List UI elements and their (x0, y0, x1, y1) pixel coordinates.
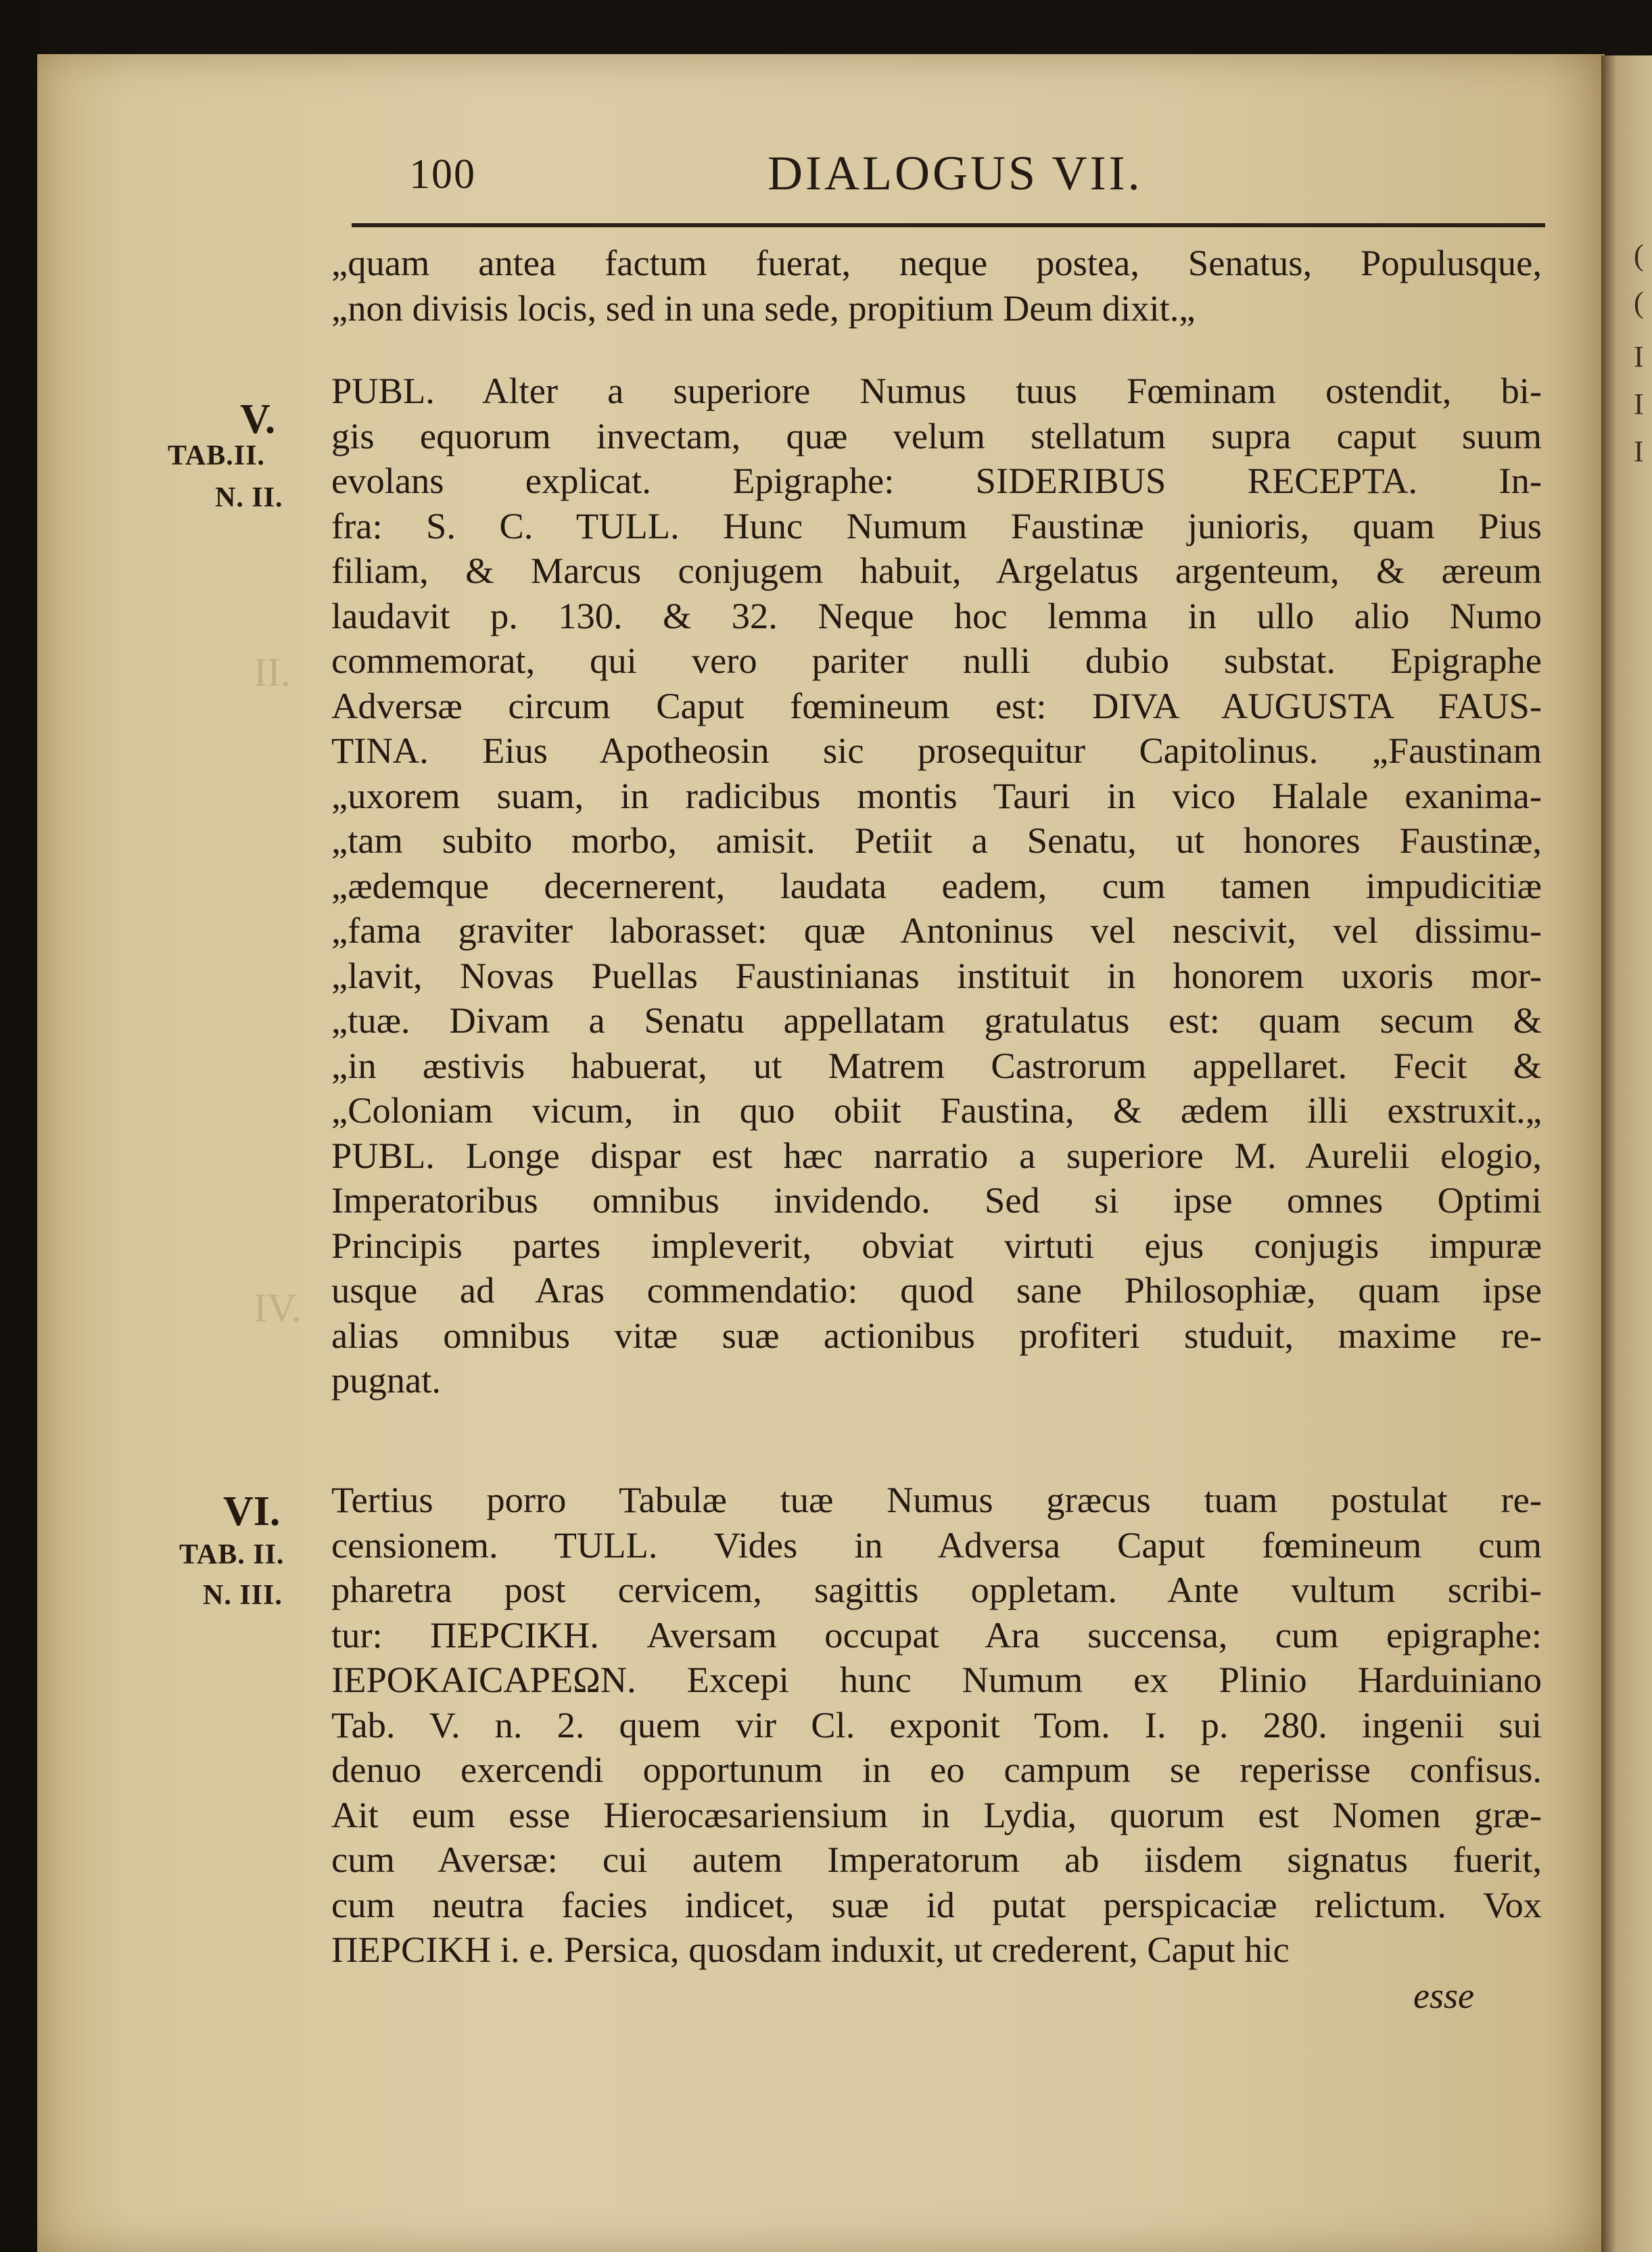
facing-page-fragment: I (1634, 435, 1644, 468)
margin-tab-reference: TAB.II. (168, 440, 265, 471)
running-title: DIALOGUS VII. (768, 146, 1143, 200)
text-line: „quam antea factum fuerat, neque postea, Senatus, Populusque, (331, 242, 1542, 283)
facing-page-fragment: I (1634, 388, 1644, 421)
section-v-body (331, 369, 1542, 1403)
text-line: „uxorem suam, in radicibus montis Tauri in vico Halale exanima- (331, 774, 1542, 816)
text-line: denuo exercendi opportunum in eo campum se reperisse confisus. (331, 1749, 1542, 1790)
text-line: Ait eum esse Hierocæsariensium in Lydia, quorum est Nomen græ- (331, 1793, 1542, 1835)
text-line: Adversæ circum Caput fœmineum est: DIVA AUGUSTA FAUS- (331, 684, 1542, 726)
margin-tab-reference: TAB. II. (179, 1539, 285, 1570)
text-line: cum neutra facies indicet, suæ id putat perspicaciæ relictum. Vox (331, 1883, 1542, 1925)
margin-number-reference: N. II. (215, 482, 283, 513)
text-line: censionem. TULL. Vides in Adversa Caput fœmineum cum (331, 1524, 1542, 1566)
text-line: „tuæ. Divam a Senatu appellatam gratulatus est: quam secum & (331, 1000, 1542, 1041)
page-number: 100 (409, 151, 476, 197)
text-line: „tam subito morbo, amisit. Petiit a Senatu, ut honores Faustinæ, (331, 820, 1542, 861)
text-line: Principis partes impleverit, obviat virtuti ejus conjugis impuræ (331, 1224, 1542, 1266)
text-line: gis equorum invectam, quæ velum stellatum supra caput suum (331, 415, 1542, 456)
facing-page-fragment: ( (1634, 286, 1644, 319)
text-line: TINA. Eius Apotheosin sic prosequitur Capitolinus. „Faustinam (331, 730, 1542, 771)
margin-number-reference: N. III. (203, 1580, 283, 1611)
text-line: filiam, & Marcus conjugem habuit, Argelatus argenteum, & æreum (331, 550, 1542, 591)
show-through-mark: IV. (254, 1286, 302, 1330)
text-line: „lavit, Novas Puellas Faustinianas instituit in honorem uxoris mor- (331, 954, 1542, 996)
text-line: PUBL. Alter a superiore Numus tuus Fœminam ostendit, bi- (331, 370, 1542, 411)
text-line: usque ad Aras commendatio: quod sane Philosophiæ, quam ipse (331, 1269, 1542, 1311)
text-line: alias omnibus vitæ suæ actionibus profiteri studuit, maxime re- (331, 1314, 1542, 1356)
text-line: „fama graviter laborasset: quæ Antoninus vel nescivit, vel dissimu- (331, 910, 1542, 951)
facing-page-fragment: ( (1634, 239, 1644, 272)
text-line: Tertius porro Tabulæ tuæ Numus græcus tuam postulat re- (331, 1479, 1542, 1520)
text-line: pugnat. (331, 1359, 441, 1401)
text-line: tur: ΠΕΡCΙΚΗ. Aversam occupat Ara succensa, cum epigraphe: (331, 1614, 1542, 1656)
quote-continuation (331, 241, 1542, 331)
text-line: pharetra post cervicem, sagittis oppletam. Ante vultum scribi- (331, 1569, 1542, 1610)
show-through-mark: II. (254, 650, 291, 695)
page-header (0, 139, 1652, 200)
text-line: cum Aversæ: cui autem Imperatorum ab iisdem signatus fuerit, (331, 1839, 1542, 1880)
margin-section-numeral: VI. (223, 1488, 281, 1534)
margin-section-numeral: V. (240, 396, 276, 442)
text-line: „in æstivis habuerat, ut Matrem Castrorum appellaret. Fecit & (331, 1044, 1542, 1086)
facing-page-fragment: I (1634, 340, 1644, 373)
text-line: fra: S. C. TULL. Hunc Numum Faustinæ junioris, quam Pius (331, 505, 1542, 546)
text-line: „Coloniam vicum, in quo obiit Faustina, & ædem illi exstruxit.„ (331, 1089, 1542, 1131)
catchword: esse (1413, 1975, 1474, 2016)
text-line: evolans explicat. Epigraphe: SIDERIBUS RECEPTA. In- (331, 460, 1542, 501)
text-line: PUBL. Longe dispar est hæc narratio a superiore M. Aurelii elogio, (331, 1134, 1542, 1176)
header-rule (352, 223, 1545, 227)
text-line: ΠΕΡCΙΚΗ i. e. Persica, quosdam induxit, ut crederent, Caput hic (331, 1929, 1290, 1970)
section-vi-body (331, 1478, 1542, 1973)
text-line: Tab. V. n. 2. quem vir Cl. exponit Tom. I. p. 280. ingenii sui (331, 1704, 1542, 1745)
scan-background-left (0, 0, 41, 2252)
text-line: ΙΕΡΟΚΑΙCΑΡΕΩΝ. Excepi hunc Numum ex Plinio Harduiniano (331, 1659, 1542, 1700)
text-line: „ædemque decernerent, laudata eadem, cum tamen impudicitiæ (331, 864, 1542, 906)
text-line: Imperatoribus omnibus invidendo. Sed si ipse omnes Optimi (331, 1179, 1542, 1221)
text-line: commemorat, qui vero pariter nulli dubio substat. Epigraphe (331, 640, 1542, 681)
facing-page-edge (1601, 55, 1652, 2252)
scan-background-top (0, 0, 1652, 57)
text-line: laudavit p. 130. & 32. Neque hoc lemma in ullo alio Numo (331, 594, 1542, 636)
text-line: „non divisis locis, sed in una sede, propitium Deum dixit.„ (331, 287, 1196, 329)
